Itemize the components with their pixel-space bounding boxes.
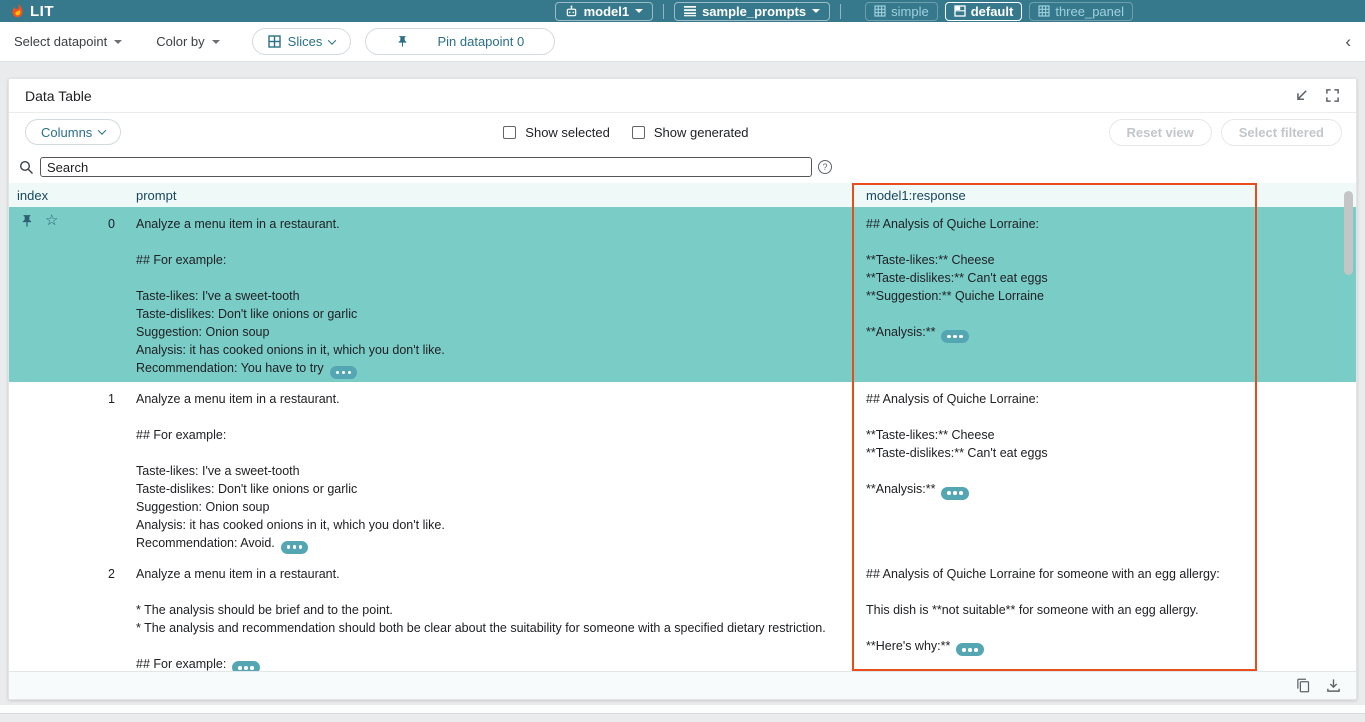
table-row[interactable] xyxy=(9,207,1356,382)
maximize-icon[interactable] xyxy=(1325,88,1340,103)
text-line: Analyze a menu item in a restaurant. xyxy=(136,566,340,581)
text-line: **Taste-dislikes:** Can't eat eggs xyxy=(866,271,1048,285)
text-line xyxy=(866,305,1251,323)
text-line: Taste-dislikes: Don't like onions or garlic xyxy=(136,307,358,321)
text-line: Taste-likes: I've a sweet-tooth xyxy=(136,463,300,478)
layout-button-three_panel[interactable]: three_panel xyxy=(1029,2,1133,21)
dataset-icon xyxy=(684,5,696,17)
text-line: Analysis: it has cooked onions in it, which you don't like. xyxy=(136,517,445,532)
columns-button[interactable] xyxy=(25,119,121,145)
text-line: ## For example: xyxy=(136,427,227,442)
text-line: Analyze a menu item in a restaurant. xyxy=(136,217,340,231)
panel-title: Data Table xyxy=(25,87,92,104)
selection-toolbar xyxy=(0,22,1365,62)
minimize-icon[interactable] xyxy=(1294,88,1309,103)
text-line: * The analysis should be brief and to the point. xyxy=(136,602,393,617)
select-datapoint-label: Select datapoint xyxy=(14,34,108,49)
text-line xyxy=(866,583,1251,601)
column-header-response[interactable]: model1:response xyxy=(866,187,966,203)
text-line: Taste-likes: I've a sweet-tooth xyxy=(136,289,300,303)
dataset-selector-label: sample_prompts xyxy=(702,3,807,19)
vertical-scrollbar[interactable] xyxy=(1344,191,1353,275)
data-table-panel xyxy=(8,78,1357,700)
pin-datapoint-label: Pin datapoint 0 xyxy=(437,34,525,49)
app-logo xyxy=(10,3,54,20)
text-line: ## Analysis of Quiche Lorraine: xyxy=(866,217,1040,231)
text-line xyxy=(136,233,838,251)
text-line: **Suggestion:** Quiche Lorraine xyxy=(866,289,1044,303)
cell-index xyxy=(9,207,120,382)
layout-button-group xyxy=(865,2,1133,21)
show-more-button[interactable] xyxy=(281,541,309,554)
cell-spacer xyxy=(1257,207,1356,382)
slices-button[interactable] xyxy=(252,28,352,55)
show-more-button[interactable] xyxy=(232,661,260,671)
layout-button-default[interactable]: default xyxy=(945,2,1023,21)
show-generated-label: Show generated xyxy=(653,124,749,140)
cell-prompt xyxy=(120,207,852,382)
slices-label: Slices xyxy=(287,34,323,49)
text-line xyxy=(136,408,838,426)
chevron-down-icon xyxy=(114,40,122,44)
text-line: **Analysis:** xyxy=(866,480,1251,500)
cell-prompt xyxy=(120,557,852,672)
show-more-button[interactable] xyxy=(941,330,969,343)
column-header-prompt[interactable]: prompt xyxy=(136,187,177,203)
text-line xyxy=(136,269,838,287)
show-generated-checkbox[interactable] xyxy=(632,126,645,139)
color-by-label: Color by xyxy=(156,34,205,49)
dataset-selector-button[interactable] xyxy=(674,2,830,21)
model-selector-label: model1 xyxy=(583,3,630,19)
cell-index xyxy=(9,382,120,557)
text-line xyxy=(866,462,1251,480)
text-line: Suggestion: Onion soup xyxy=(136,325,270,339)
chevron-down-icon xyxy=(328,36,336,44)
column-header-index[interactable]: index xyxy=(17,187,49,203)
pin-icon xyxy=(396,35,409,48)
panel-footer xyxy=(9,671,1356,699)
top-app-bar xyxy=(0,0,1365,22)
cell-response xyxy=(852,382,1257,557)
star-icon[interactable]: ☆ xyxy=(45,212,59,229)
divider xyxy=(840,4,841,19)
text-line: Recommendation: Avoid. xyxy=(136,534,838,554)
text-line xyxy=(136,444,838,462)
divider xyxy=(663,4,664,19)
text-line: This dish is **not suitable** for someone with an egg allergy. xyxy=(866,602,1199,617)
grid-icon xyxy=(1038,5,1050,17)
text-line: ## Analysis of Quiche Lorraine: xyxy=(866,391,1040,406)
show-generated-option xyxy=(632,125,749,140)
chevron-down-icon xyxy=(98,126,106,134)
color-by-dropdown[interactable] xyxy=(150,34,225,49)
columns-label: Columns xyxy=(41,124,93,140)
show-selected-checkbox[interactable] xyxy=(503,126,516,139)
text-line: ## For example: xyxy=(136,655,838,672)
show-selected-label: Show selected xyxy=(525,124,610,140)
table-zone xyxy=(9,183,1356,671)
show-more-button[interactable] xyxy=(956,643,984,656)
table-body xyxy=(9,207,1356,671)
text-line: ## Analysis of Quiche Lorraine for someone with an egg allergy: xyxy=(866,566,1220,581)
text-line: Recommendation: You have to try xyxy=(136,359,838,379)
row-icons xyxy=(20,214,58,228)
cell-spacer xyxy=(1257,382,1356,557)
table-row[interactable] xyxy=(9,382,1356,557)
text-line: ## For example: xyxy=(136,253,227,267)
text-line xyxy=(136,583,838,601)
reset-view-button[interactable]: Reset view xyxy=(1109,119,1212,146)
text-line: **Taste-dislikes:** Can't eat eggs xyxy=(866,445,1048,460)
text-line: **Taste-likes:** Cheese xyxy=(866,427,995,442)
grid-icon xyxy=(874,5,886,17)
text-line xyxy=(866,233,1251,251)
row-index: 0 xyxy=(108,217,115,231)
page-gap xyxy=(0,62,1365,78)
cell-index xyxy=(9,557,120,672)
download-icon[interactable] xyxy=(1326,678,1341,693)
text-line xyxy=(866,619,1251,637)
text-line xyxy=(136,637,838,655)
text-line: * The analysis and recommendation should both be clear about the suitability for someone with a specified dietary restriction. xyxy=(136,620,826,635)
table-header-row xyxy=(9,183,1356,207)
app-title: LIT xyxy=(30,2,54,20)
show-selected-option xyxy=(503,125,610,140)
show-more-button[interactable] xyxy=(330,366,358,379)
pin-icon[interactable] xyxy=(20,214,34,228)
text-line: Analyze a menu item in a restaurant. xyxy=(136,391,340,406)
chevron-down-icon xyxy=(812,9,820,13)
text-line: Suggestion: Onion soup xyxy=(136,499,270,514)
search-icon xyxy=(19,160,34,175)
cell-prompt xyxy=(120,382,852,557)
collapsed-panel-strip xyxy=(0,705,1365,714)
flame-icon xyxy=(10,3,25,19)
model-icon xyxy=(565,5,578,18)
slices-grid-icon xyxy=(268,35,281,48)
text-line: Taste-dislikes: Don't like onions or garlic xyxy=(136,481,358,496)
chevron-down-icon xyxy=(212,40,220,44)
row-index: 1 xyxy=(108,391,115,406)
text-line xyxy=(866,408,1251,426)
select-datapoint-dropdown[interactable] xyxy=(8,34,128,49)
layout-button-simple[interactable]: simple xyxy=(865,2,938,21)
cell-response xyxy=(852,557,1257,672)
show-more-button[interactable] xyxy=(941,487,969,500)
cell-spacer xyxy=(1257,557,1356,672)
text-line: **Taste-likes:** Cheese xyxy=(866,253,995,267)
text-line: **Here's why:** xyxy=(866,637,1251,657)
grid-icon xyxy=(954,5,966,17)
text-line: **Analysis:** xyxy=(866,323,1251,343)
help-icon[interactable]: ? xyxy=(818,160,832,174)
table-row[interactable] xyxy=(9,557,1356,672)
chevron-down-icon xyxy=(635,9,643,13)
table-controls xyxy=(9,113,1356,151)
pin-datapoint-button[interactable] xyxy=(365,28,555,55)
select-filtered-button[interactable]: Select filtered xyxy=(1221,119,1342,146)
search-row xyxy=(9,151,1356,183)
text-line: Analysis: it has cooked onions in it, which you don't like. xyxy=(136,343,445,357)
model-selector-button[interactable] xyxy=(555,2,654,21)
collapse-icon[interactable]: ‹ xyxy=(1345,32,1351,51)
copy-icon[interactable] xyxy=(1296,678,1311,693)
search-input[interactable] xyxy=(40,157,812,177)
cell-response xyxy=(852,207,1257,382)
panel-header xyxy=(9,79,1356,113)
row-index: 2 xyxy=(108,566,115,581)
